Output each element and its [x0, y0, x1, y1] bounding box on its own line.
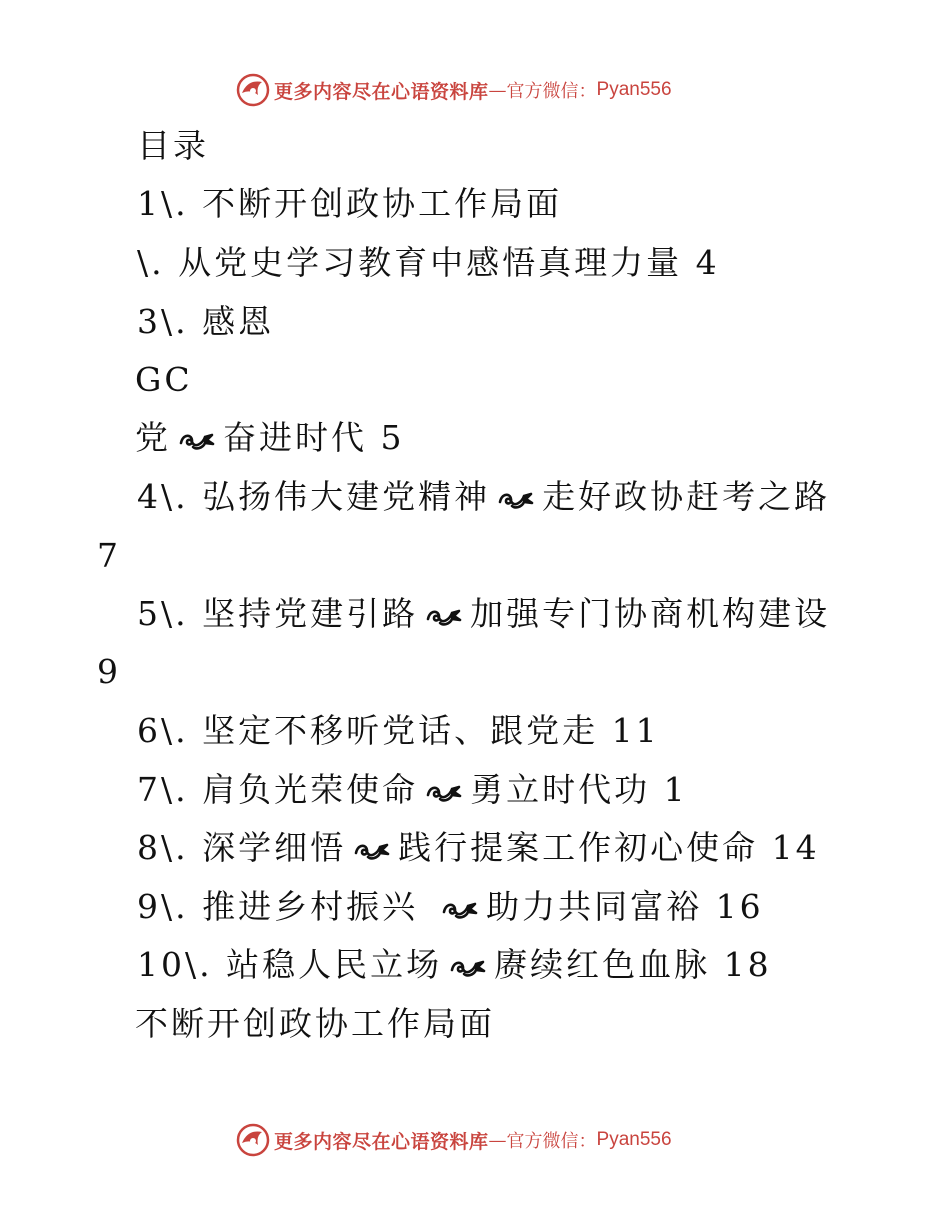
- toc-line-6: [137, 477, 830, 517]
- flourish-icon: [179, 429, 215, 451]
- watermark-dash: —: [488, 1129, 507, 1151]
- toc-line-10: [137, 711, 660, 751]
- logo-icon: [236, 1123, 270, 1157]
- toc-line-7: [97, 536, 121, 576]
- toc-line-post: 赓续红色血脉 18: [494, 945, 772, 984]
- toc-line-14: [137, 945, 772, 985]
- watermark-dash: —: [488, 79, 507, 101]
- toc-line-1: [137, 184, 562, 224]
- footer-watermark: [236, 1123, 672, 1157]
- flourish-icon: [354, 839, 390, 861]
- toc-line-8: [137, 594, 830, 634]
- toc-line-13: [137, 887, 764, 927]
- toc-line-post: 走好政协赶考之路: [542, 477, 831, 516]
- toc-line-2: [137, 243, 720, 283]
- toc-line-post: 助力共同富裕 16: [486, 887, 764, 926]
- flourish-icon: [450, 956, 486, 978]
- toc-line-text: 1\. 不断开创政协工作局面: [137, 184, 563, 223]
- toc-line-9: [97, 652, 121, 692]
- toc-line-text: \. 从党史学习教育中感悟真理力量 4: [137, 243, 720, 282]
- watermark-wechat-id: Pyan556: [596, 79, 672, 100]
- toc-line-post: 奋进时代 5: [223, 418, 405, 457]
- toc-line-pre: 4\. 弘扬伟大建党精神: [137, 477, 491, 516]
- toc-line-text: 9: [97, 652, 121, 691]
- flourish-icon: [442, 898, 478, 920]
- toc-line-post: 勇立时代功 1: [470, 770, 688, 809]
- toc-line-11: [137, 770, 688, 810]
- watermark-label: 官方微信：: [506, 1131, 597, 1152]
- toc-line-12: [137, 828, 820, 868]
- flourish-icon: [426, 781, 462, 803]
- toc-line-pre: 8\. 深学细悟: [137, 828, 347, 867]
- flourish-icon: [426, 605, 462, 627]
- header-watermark: [236, 73, 672, 107]
- toc-line-text: GC: [135, 360, 193, 399]
- toc-line-post: 践行提案工作初心使命 14: [398, 828, 820, 867]
- toc-line-text: 3\. 感恩: [137, 302, 275, 341]
- toc-line-pre: 9\. 推进乡村振兴: [137, 887, 419, 926]
- toc-line-text: 6\. 坚定不移听党话、跟党走 11: [137, 711, 660, 750]
- watermark-wechat-id: Pyan556: [596, 1129, 672, 1150]
- toc-line-pre: 7\. 肩负光荣使命: [137, 770, 419, 809]
- watermark-site-text: 更多内容尽在心语资料库: [274, 1130, 489, 1153]
- toc-line-pre: 党: [135, 418, 171, 457]
- watermark-site-text: 更多内容尽在心语资料库: [274, 80, 489, 103]
- logo-icon: [236, 73, 270, 107]
- toc-line-pre: 10\. 站稳人民立场: [137, 945, 443, 984]
- toc-line-3: [137, 302, 274, 342]
- toc-line-text: 7: [97, 536, 121, 575]
- section-title: 不断开创政协工作局面: [135, 1004, 495, 1043]
- toc-heading: 目录: [137, 126, 209, 165]
- watermark-label: 官方微信：: [506, 81, 597, 102]
- flourish-icon: [498, 488, 534, 510]
- toc-line-pre: 5\. 坚持党建引路: [137, 594, 419, 633]
- toc-line-5: [135, 418, 405, 458]
- toc-line-post: 加强专门协商机构建设: [470, 594, 831, 633]
- toc-line-4: [135, 360, 193, 400]
